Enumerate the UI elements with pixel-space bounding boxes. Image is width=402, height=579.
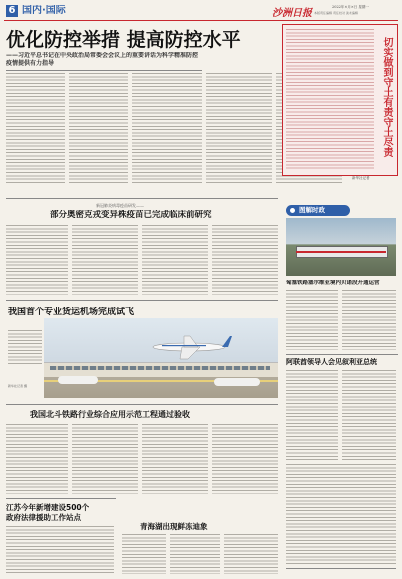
lead-body-col3: [132, 73, 202, 183]
terminal-window-strip: [50, 366, 270, 370]
feature-badge: [286, 205, 350, 216]
airplane-icon: [144, 332, 234, 362]
lake-title: 青海湖出现鲜冻迪象: [140, 522, 208, 531]
bottom-right-body: [286, 464, 396, 564]
transit-title: 匈塞铁路塞尔维亚境内贝诺段开通运营: [286, 280, 380, 286]
rail-body-col1: [6, 424, 68, 494]
paper-name: 沙洲日报: [272, 8, 312, 19]
arab-title: 阿联酋领导人会见叙利亚总统: [286, 358, 377, 366]
parked-plane-right: [214, 378, 260, 386]
vaccine-body-col3: [142, 225, 208, 295]
vaccine-title: 部分奥密克戎变异株疫苗已完成临床前研究: [50, 210, 212, 220]
lead-body-col1: [6, 73, 65, 183]
lead-body-col4: [206, 73, 272, 183]
arab-top-rule: [286, 354, 398, 355]
jiangsu-title-line2: 政府法律援助工作站点: [6, 513, 81, 522]
section-title: 国内·国际: [22, 5, 66, 16]
arab-body-col1: [286, 370, 338, 460]
lake-body-col2: [170, 534, 220, 574]
rail-body-col3: [142, 424, 208, 494]
transit-body-col2: [342, 290, 396, 350]
photo-top-rule: [6, 300, 278, 301]
jiangsu-body: [6, 526, 114, 574]
masthead-rule: [4, 20, 398, 21]
photo-story-title: 我国首个专业货运机场完成试飞: [8, 307, 135, 317]
jiangsu-top-rule: [6, 498, 116, 499]
vaccine-top-rule: [6, 198, 278, 199]
commentary-title: [378, 37, 392, 157]
lead-divider: [6, 70, 202, 71]
commentary-body: [286, 29, 374, 169]
feature-badge-dot: [290, 208, 295, 213]
airport-photo: [44, 318, 278, 398]
page-number-badge: [6, 5, 18, 17]
page-number: 6: [8, 5, 16, 16]
commentary-title-text: 切实做到守土有责守土尽责: [381, 37, 392, 157]
rail-title: 我国北斗铁路行业综合应用示范工程通过验收: [30, 410, 190, 419]
vaccine-body-col4: [212, 225, 278, 295]
parked-plane-left: [58, 376, 98, 384]
lead-title: 优化防控举措 提高防控水平: [6, 29, 241, 51]
masthead: [0, 0, 402, 22]
lead-subtitle: ——习近平总书记在中央政治局常委会会议上的重要讲话为科学精准防控疫情提供有力指导: [6, 52, 199, 67]
lake-body-col3: [224, 534, 278, 574]
photo-credit: 新华社记者 摄: [8, 384, 27, 388]
commentary-box: [282, 24, 398, 176]
vaccine-body-col1: [6, 225, 68, 295]
photo-caption: [8, 330, 42, 364]
lead-body-col2: [69, 73, 128, 183]
vaccine-kicker: 新冠肺炎病毒疫苗研发——: [96, 203, 144, 208]
rail-top-rule: [6, 404, 278, 405]
train-stripe: [296, 251, 386, 253]
footer-rule: [286, 568, 396, 569]
feature-badge-label: 图解时政: [299, 206, 325, 214]
jiangsu-title-line1: 江苏今年新增建设500个: [6, 503, 90, 512]
commentary-byline: 新华社记者: [352, 176, 370, 180]
date-line: 2022年×月×日 星期一: [332, 5, 369, 9]
vaccine-body-col2: [72, 225, 138, 295]
transit-photo: [286, 218, 396, 276]
rail-body-col4: [212, 424, 278, 494]
rail-body-col2: [72, 424, 138, 494]
editor-line: 本版责任编辑 责任校对 美术编辑: [314, 11, 358, 15]
lake-body-col1: [122, 534, 166, 574]
arab-body-col2: [342, 370, 396, 460]
transit-body-col1: [286, 290, 338, 350]
